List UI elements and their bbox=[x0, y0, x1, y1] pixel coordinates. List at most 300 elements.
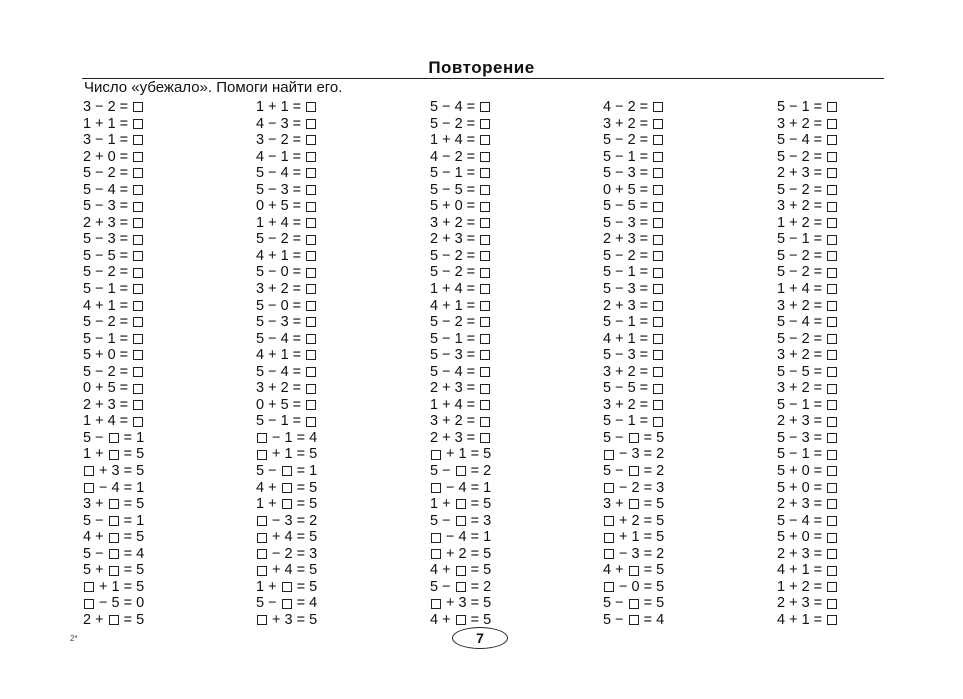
exercise-row: 5 − 4 = bbox=[256, 165, 416, 182]
exercise-row: 5 − 2 = bbox=[603, 248, 763, 265]
exercise-row: 5 − = 3 bbox=[430, 512, 492, 529]
answer-box[interactable] bbox=[827, 499, 837, 509]
answer-box[interactable] bbox=[480, 417, 490, 427]
answer-box[interactable] bbox=[282, 483, 292, 493]
answer-box[interactable] bbox=[653, 119, 663, 129]
answer-box[interactable] bbox=[431, 483, 441, 493]
exercise-row: − 2 = 3 bbox=[256, 546, 416, 563]
exercise-row: 0 + 5 = bbox=[256, 198, 416, 215]
exercise-row: 4 + = 5 bbox=[256, 479, 318, 496]
answer-box[interactable] bbox=[827, 152, 837, 162]
exercise-row: 4 + 1 = bbox=[777, 562, 937, 579]
answer-box[interactable] bbox=[84, 483, 94, 493]
answer-box[interactable] bbox=[653, 334, 663, 344]
exercise-row: 5 − 2 = bbox=[83, 165, 243, 182]
exercise-row: 2 + 0 = bbox=[83, 149, 243, 166]
exercise-row: 1 + = 5 bbox=[83, 446, 145, 463]
exercise-row: 5 − 3 = bbox=[256, 314, 416, 331]
exercise-row: 5 − = 2 bbox=[603, 463, 665, 480]
exercise-column-2 bbox=[256, 99, 416, 629]
answer-box[interactable] bbox=[480, 202, 490, 212]
exercise-row: 5 − 2 = bbox=[83, 364, 243, 381]
answer-box[interactable] bbox=[109, 533, 119, 543]
answer-box[interactable] bbox=[431, 549, 441, 559]
page-title: Повторение bbox=[428, 58, 535, 77]
exercise-row: 5 − 3 = bbox=[603, 347, 763, 364]
answer-box[interactable] bbox=[480, 152, 490, 162]
answer-box[interactable] bbox=[306, 268, 316, 278]
answer-box[interactable] bbox=[827, 400, 837, 410]
answer-box[interactable] bbox=[306, 119, 316, 129]
answer-box[interactable] bbox=[653, 384, 663, 394]
exercise-row: 3 + = 5 bbox=[83, 496, 145, 513]
exercise-row: + 3 = 5 bbox=[256, 612, 416, 629]
exercise-row: − 3 = 2 bbox=[603, 546, 763, 563]
answer-box[interactable] bbox=[282, 582, 292, 592]
exercise-row: 5 − 0 = bbox=[256, 264, 416, 281]
exercise-row: 5 − 1 = bbox=[777, 99, 937, 116]
exercise-row: 5 − 5 = bbox=[430, 182, 590, 199]
exercise-row: 3 + 2 = bbox=[777, 198, 937, 215]
answer-box[interactable] bbox=[480, 384, 490, 394]
answer-box[interactable] bbox=[827, 251, 837, 261]
answer-box[interactable] bbox=[109, 566, 119, 576]
exercise-row: 2 + 3 = bbox=[603, 231, 763, 248]
answer-box[interactable] bbox=[653, 350, 663, 360]
answer-box[interactable] bbox=[827, 317, 837, 327]
answer-box[interactable] bbox=[306, 334, 316, 344]
exercise-row: 5 − 4 = bbox=[777, 513, 937, 530]
answer-box[interactable] bbox=[827, 483, 837, 493]
exercise-row: 5 − 4 = bbox=[777, 132, 937, 149]
answer-box[interactable] bbox=[282, 466, 292, 476]
exercise-row: 4 − 2 = bbox=[430, 149, 590, 166]
exercise-row: 5 − 4 = bbox=[256, 364, 416, 381]
exercise-row: − 2 = 3 bbox=[603, 480, 763, 497]
exercise-row: 2 + 3 = bbox=[83, 397, 243, 414]
exercise-row: 5 − = 2 bbox=[430, 578, 492, 595]
exercise-row: 5 − 3 = bbox=[603, 281, 763, 298]
answer-box[interactable] bbox=[480, 268, 490, 278]
answer-box[interactable] bbox=[629, 466, 639, 476]
exercise-row: 1 + = 5 bbox=[256, 496, 318, 513]
answer-box[interactable] bbox=[456, 499, 466, 509]
exercise-row: 3 + 2 = bbox=[603, 397, 763, 414]
answer-box[interactable] bbox=[827, 135, 837, 145]
answer-box[interactable] bbox=[653, 284, 663, 294]
answer-box[interactable] bbox=[109, 516, 119, 526]
answer-box[interactable] bbox=[133, 301, 143, 311]
answer-box[interactable] bbox=[257, 549, 267, 559]
exercise-row: 5 − 1 = bbox=[777, 446, 937, 463]
exercise-row: 3 − 2 = bbox=[83, 99, 243, 116]
exercise-row: 5 − 4 = bbox=[83, 182, 243, 199]
answer-box[interactable] bbox=[827, 119, 837, 129]
answer-box[interactable] bbox=[306, 135, 316, 145]
exercise-row: 2 + 3 = bbox=[603, 298, 763, 315]
answer-box[interactable] bbox=[133, 218, 143, 228]
exercise-row: − 4 = 1 bbox=[430, 529, 590, 546]
exercise-row: 5 + 0 = bbox=[777, 463, 937, 480]
exercise-row: 4 − 3 = bbox=[256, 116, 416, 133]
answer-box[interactable] bbox=[133, 268, 143, 278]
answer-box[interactable] bbox=[257, 450, 267, 460]
exercise-row: 1 + 2 = bbox=[777, 215, 937, 232]
exercise-row: 3 + 2 = bbox=[430, 413, 590, 430]
exercise-row: 4 + 1 = bbox=[256, 248, 416, 265]
exercise-row: 3 + 2 = bbox=[603, 364, 763, 381]
answer-box[interactable] bbox=[604, 549, 614, 559]
answer-box[interactable] bbox=[133, 202, 143, 212]
exercise-row: 4 − 2 = bbox=[603, 99, 763, 116]
exercise-row: 5 − 3 = bbox=[256, 182, 416, 199]
answer-box[interactable] bbox=[827, 350, 837, 360]
answer-box[interactable] bbox=[133, 284, 143, 294]
answer-box[interactable] bbox=[653, 301, 663, 311]
exercise-row: 5 − 2 = bbox=[430, 264, 590, 281]
exercise-row: 5 − = 4 bbox=[256, 595, 318, 612]
answer-box[interactable] bbox=[827, 615, 837, 625]
answer-box[interactable] bbox=[257, 615, 267, 625]
answer-box[interactable] bbox=[306, 384, 316, 394]
exercise-row: + 2 = 5 bbox=[603, 513, 763, 530]
answer-box[interactable] bbox=[456, 615, 466, 625]
exercise-row: 5 − 2 = bbox=[430, 248, 590, 265]
exercise-row: 4 + = 5 bbox=[603, 562, 665, 579]
answer-box[interactable] bbox=[827, 582, 837, 592]
exercise-row: 5 − 1 = bbox=[777, 397, 937, 414]
answer-box[interactable] bbox=[653, 102, 663, 112]
exercise-row: 0 + 5 = bbox=[83, 380, 243, 397]
answer-box[interactable] bbox=[480, 350, 490, 360]
answer-box[interactable] bbox=[827, 202, 837, 212]
answer-box[interactable] bbox=[282, 499, 292, 509]
answer-box[interactable] bbox=[629, 499, 639, 509]
exercise-row: 1 + 4 = bbox=[430, 397, 590, 414]
answer-box[interactable] bbox=[109, 433, 119, 443]
exercise-row: − 3 = 2 bbox=[256, 513, 416, 530]
exercise-row: 1 + = 5 bbox=[430, 496, 492, 513]
exercise-row: 4 + 1 = bbox=[256, 347, 416, 364]
exercise-row: 5 − 5 = bbox=[603, 198, 763, 215]
answer-box[interactable] bbox=[653, 400, 663, 410]
exercise-row: 5 − 3 = bbox=[603, 165, 763, 182]
answer-box[interactable] bbox=[133, 400, 143, 410]
answer-box[interactable] bbox=[604, 533, 614, 543]
exercise-row: 5 − 3 = bbox=[83, 231, 243, 248]
answer-box[interactable] bbox=[257, 516, 267, 526]
exercise-row: − 0 = 5 bbox=[603, 579, 763, 596]
answer-box[interactable] bbox=[480, 433, 490, 443]
answer-box[interactable] bbox=[306, 168, 316, 178]
exercise-row: 2 + 3 = bbox=[777, 546, 937, 563]
answer-box[interactable] bbox=[827, 566, 837, 576]
exercise-row: + 1 = 5 bbox=[83, 579, 243, 596]
answer-box[interactable] bbox=[133, 168, 143, 178]
answer-box[interactable] bbox=[827, 301, 837, 311]
answer-box[interactable] bbox=[306, 218, 316, 228]
answer-box[interactable] bbox=[827, 102, 837, 112]
answer-box[interactable] bbox=[133, 334, 143, 344]
answer-box[interactable] bbox=[827, 334, 837, 344]
answer-box[interactable] bbox=[257, 566, 267, 576]
answer-box[interactable] bbox=[827, 433, 837, 443]
exercise-row: 4 + = 5 bbox=[430, 562, 492, 579]
exercise-column-1 bbox=[83, 99, 243, 629]
answer-box[interactable] bbox=[827, 218, 837, 228]
exercise-row: 3 + 2 = bbox=[777, 347, 937, 364]
answer-box[interactable] bbox=[480, 301, 490, 311]
answer-box[interactable] bbox=[431, 533, 441, 543]
exercise-row: 5 − 4 = bbox=[256, 331, 416, 348]
exercise-row: 5 − = 4 bbox=[603, 611, 665, 628]
exercise-row: 5 − 1 = bbox=[83, 331, 243, 348]
answer-box[interactable] bbox=[653, 417, 663, 427]
answer-box[interactable] bbox=[133, 152, 143, 162]
answer-box[interactable] bbox=[480, 119, 490, 129]
answer-box[interactable] bbox=[480, 251, 490, 261]
answer-box[interactable] bbox=[306, 152, 316, 162]
exercise-row: 5 − 0 = bbox=[256, 298, 416, 315]
answer-box[interactable] bbox=[653, 251, 663, 261]
answer-box[interactable] bbox=[827, 466, 837, 476]
answer-box[interactable] bbox=[653, 202, 663, 212]
exercise-row: 2 + 3 = bbox=[430, 380, 590, 397]
answer-box[interactable] bbox=[306, 350, 316, 360]
exercise-row: 2 + = 5 bbox=[83, 611, 145, 628]
answer-box[interactable] bbox=[653, 135, 663, 145]
exercise-row: 1 + 2 = bbox=[777, 579, 937, 596]
answer-box[interactable] bbox=[306, 317, 316, 327]
answer-box[interactable] bbox=[827, 168, 837, 178]
exercise-row: 5 − 5 = bbox=[603, 380, 763, 397]
answer-box[interactable] bbox=[480, 235, 490, 245]
answer-box[interactable] bbox=[480, 367, 490, 377]
answer-box[interactable] bbox=[827, 185, 837, 195]
answer-box[interactable] bbox=[653, 235, 663, 245]
page-number: 7 bbox=[452, 627, 508, 649]
answer-box[interactable] bbox=[604, 582, 614, 592]
exercise-row: 5 − 2 = bbox=[256, 231, 416, 248]
exercise-row: 4 + = 5 bbox=[430, 611, 492, 628]
exercise-row: 5 − 2 = bbox=[777, 264, 937, 281]
exercise-row: 5 − 5 = bbox=[83, 248, 243, 265]
exercise-row: 2 + 3 = bbox=[777, 595, 937, 612]
answer-box[interactable] bbox=[306, 301, 316, 311]
answer-box[interactable] bbox=[306, 202, 316, 212]
exercise-row: 4 + = 5 bbox=[83, 529, 145, 546]
exercise-row: 5 + 0 = bbox=[83, 347, 243, 364]
answer-box[interactable] bbox=[629, 599, 639, 609]
exercise-row: + 1 = 5 bbox=[256, 446, 416, 463]
answer-box[interactable] bbox=[84, 466, 94, 476]
answer-box[interactable] bbox=[84, 582, 94, 592]
exercise-row: 5 − 1 = bbox=[430, 165, 590, 182]
exercise-row: 5 − 5 = bbox=[777, 364, 937, 381]
answer-box[interactable] bbox=[431, 599, 441, 609]
answer-box[interactable] bbox=[653, 317, 663, 327]
answer-box[interactable] bbox=[653, 152, 663, 162]
exercise-row: 4 + 1 = bbox=[430, 298, 590, 315]
answer-box[interactable] bbox=[306, 251, 316, 261]
exercise-row: 5 − 3 = bbox=[603, 215, 763, 232]
answer-box[interactable] bbox=[306, 235, 316, 245]
exercise-row: − 1 = 4 bbox=[256, 430, 416, 447]
answer-box[interactable] bbox=[306, 417, 316, 427]
exercise-row: 5 − 1 = bbox=[83, 281, 243, 298]
exercise-row: + 3 = 5 bbox=[83, 463, 243, 480]
answer-box[interactable] bbox=[653, 268, 663, 278]
answer-box[interactable] bbox=[480, 168, 490, 178]
exercise-column-3 bbox=[430, 99, 590, 629]
exercise-row: 4 + 1 = bbox=[83, 298, 243, 315]
answer-box[interactable] bbox=[306, 400, 316, 410]
answer-box[interactable] bbox=[133, 384, 143, 394]
answer-box[interactable] bbox=[109, 615, 119, 625]
exercise-row: 1 + 4 = bbox=[777, 281, 937, 298]
answer-box[interactable] bbox=[282, 599, 292, 609]
answer-box[interactable] bbox=[604, 483, 614, 493]
answer-box[interactable] bbox=[109, 499, 119, 509]
exercise-row: 5 − = 5 bbox=[603, 429, 665, 446]
answer-box[interactable] bbox=[480, 185, 490, 195]
answer-box[interactable] bbox=[133, 135, 143, 145]
answer-box[interactable] bbox=[653, 168, 663, 178]
exercise-row: + 2 = 5 bbox=[430, 546, 590, 563]
exercise-row: 5 − = 2 bbox=[430, 463, 492, 480]
answer-box[interactable] bbox=[827, 516, 837, 526]
answer-box[interactable] bbox=[257, 433, 267, 443]
exercise-column-5 bbox=[777, 99, 937, 629]
answer-box[interactable] bbox=[629, 433, 639, 443]
exercise-row: 4 + 1 = bbox=[777, 612, 937, 629]
answer-box[interactable] bbox=[827, 367, 837, 377]
answer-box[interactable] bbox=[827, 268, 837, 278]
answer-box[interactable] bbox=[480, 102, 490, 112]
answer-box[interactable] bbox=[456, 466, 466, 476]
exercise-row: 5 − = 4 bbox=[83, 545, 145, 562]
answer-box[interactable] bbox=[306, 284, 316, 294]
exercise-row: 5 − 2 = bbox=[83, 314, 243, 331]
exercise-row: 5 − 2 = bbox=[603, 132, 763, 149]
answer-box[interactable] bbox=[629, 566, 639, 576]
exercise-row: 2 + 3 = bbox=[777, 165, 937, 182]
exercise-row: 5 − 1 = bbox=[603, 314, 763, 331]
exercise-row: 5 − 2 = bbox=[777, 182, 937, 199]
answer-box[interactable] bbox=[480, 284, 490, 294]
exercise-row: 3 + = 5 bbox=[603, 496, 665, 513]
exercise-row: 5 − 3 = bbox=[777, 430, 937, 447]
exercise-row: + 1 = 5 bbox=[430, 446, 590, 463]
exercise-row: 5 − 2 = bbox=[777, 149, 937, 166]
exercise-row: 5 − 2 = bbox=[777, 331, 937, 348]
exercise-row: 3 + 2 = bbox=[256, 281, 416, 298]
answer-box[interactable] bbox=[653, 218, 663, 228]
answer-box[interactable] bbox=[456, 582, 466, 592]
exercise-row: 1 + = 5 bbox=[256, 578, 318, 595]
answer-box[interactable] bbox=[480, 135, 490, 145]
exercise-row: 4 + 1 = bbox=[603, 331, 763, 348]
answer-box[interactable] bbox=[133, 417, 143, 427]
exercise-row: + 4 = 5 bbox=[256, 562, 416, 579]
exercise-row: 0 + 5 = bbox=[256, 397, 416, 414]
answer-box[interactable] bbox=[653, 367, 663, 377]
answer-box[interactable] bbox=[480, 218, 490, 228]
exercise-row: 3 + 2 = bbox=[430, 215, 590, 232]
answer-box[interactable] bbox=[306, 367, 316, 377]
answer-box[interactable] bbox=[827, 384, 837, 394]
answer-box[interactable] bbox=[456, 566, 466, 576]
answer-box[interactable] bbox=[827, 533, 837, 543]
exercise-row: 5 − = 1 bbox=[83, 429, 145, 446]
exercise-row: 5 + 0 = bbox=[777, 480, 937, 497]
answer-box[interactable] bbox=[133, 367, 143, 377]
exercise-row: 1 + 1 = bbox=[83, 116, 243, 133]
exercise-row: 2 + 3 = bbox=[777, 496, 937, 513]
answer-box[interactable] bbox=[827, 450, 837, 460]
answer-box[interactable] bbox=[133, 119, 143, 129]
exercise-row: 5 − = 1 bbox=[83, 512, 145, 529]
answer-box[interactable] bbox=[133, 102, 143, 112]
answer-box[interactable] bbox=[109, 549, 119, 559]
answer-box[interactable] bbox=[133, 235, 143, 245]
answer-box[interactable] bbox=[629, 615, 639, 625]
answer-box[interactable] bbox=[133, 317, 143, 327]
exercise-row: + 4 = 5 bbox=[256, 529, 416, 546]
answer-box[interactable] bbox=[431, 450, 441, 460]
answer-box[interactable] bbox=[306, 185, 316, 195]
answer-box[interactable] bbox=[827, 284, 837, 294]
exercise-row: 3 − 1 = bbox=[83, 132, 243, 149]
answer-box[interactable] bbox=[84, 599, 94, 609]
answer-box[interactable] bbox=[133, 251, 143, 261]
answer-box[interactable] bbox=[306, 102, 316, 112]
exercise-row: 5 + 0 = bbox=[430, 198, 590, 215]
answer-box[interactable] bbox=[827, 599, 837, 609]
exercise-row: 5 − 1 = bbox=[430, 331, 590, 348]
answer-box[interactable] bbox=[604, 450, 614, 460]
exercise-row: − 3 = 2 bbox=[603, 446, 763, 463]
answer-box[interactable] bbox=[133, 350, 143, 360]
exercise-row: 1 + 4 = bbox=[83, 413, 243, 430]
exercise-row: 5 − 2 = bbox=[777, 248, 937, 265]
exercise-row: 5 − 4 = bbox=[430, 364, 590, 381]
exercise-row: 3 + 2 = bbox=[777, 116, 937, 133]
exercise-row: 2 + 3 = bbox=[430, 231, 590, 248]
exercise-row: 5 − 1 = bbox=[603, 413, 763, 430]
answer-box[interactable] bbox=[827, 235, 837, 245]
exercise-row: 5 + = 5 bbox=[83, 562, 145, 579]
answer-box[interactable] bbox=[133, 185, 143, 195]
exercise-row: 3 + 2 = bbox=[777, 298, 937, 315]
answer-box[interactable] bbox=[827, 549, 837, 559]
answer-box[interactable] bbox=[456, 516, 466, 526]
exercise-row: 2 + 3 = bbox=[777, 413, 937, 430]
exercise-row: − 4 = 1 bbox=[83, 480, 243, 497]
answer-box[interactable] bbox=[257, 533, 267, 543]
answer-box[interactable] bbox=[480, 334, 490, 344]
answer-box[interactable] bbox=[827, 417, 837, 427]
answer-box[interactable] bbox=[604, 516, 614, 526]
exercise-column-4 bbox=[603, 99, 763, 629]
answer-box[interactable] bbox=[653, 185, 663, 195]
answer-box[interactable] bbox=[480, 317, 490, 327]
exercise-row: 5 − 4 = bbox=[777, 314, 937, 331]
answer-box[interactable] bbox=[109, 450, 119, 460]
answer-box[interactable] bbox=[480, 400, 490, 410]
corner-mark: 2* bbox=[70, 634, 78, 643]
exercise-row: 5 − 3 = bbox=[83, 198, 243, 215]
